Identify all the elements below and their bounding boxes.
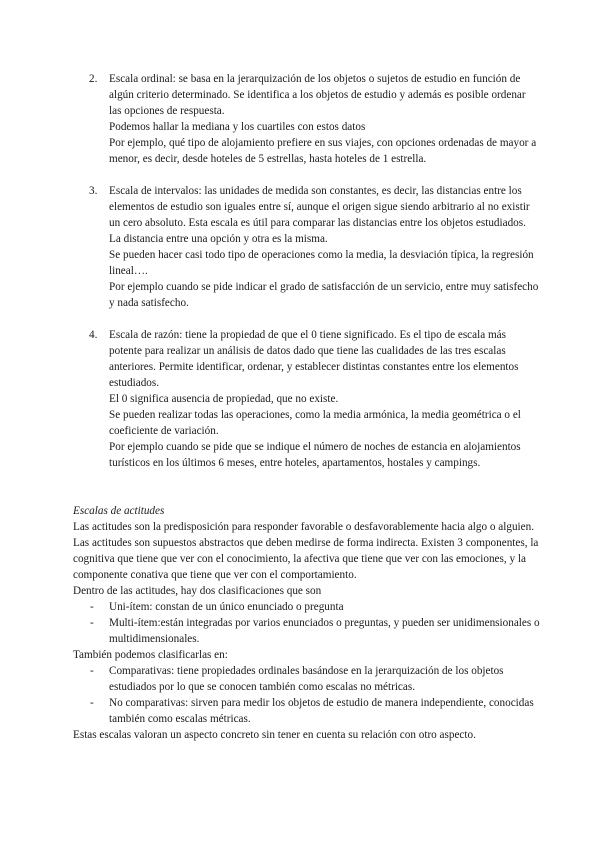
attitude-scales-section (73, 503, 543, 743)
dash-bullet: - (90, 697, 94, 709)
paragraph: Escala de intervalos: las unidades de medida son constantes, es decir, las distancias entre los elementos de estudio son iguales entre sí, aunque el origen sigue siendo arbitrario al no existir un cero absoluto. Esta escala es útil para comparar las distancias entre los objetos estudiados. La distancia entre una opción y otra es la misma. (109, 185, 530, 245)
lead-paragraph: También podemos clasificarlas en: (73, 649, 228, 661)
list-item-text: Multi-ítem:están integradas por varios enunciados o preguntas, y pueden ser unidimensionales o multidimensionales. (109, 617, 540, 645)
paragraph: Podemos hallar la mediana y los cuartiles con estos datos (109, 121, 366, 133)
lead-paragraph: Dentro de las actitudes, hay dos clasificaciones que son (73, 585, 322, 597)
paragraph: Por ejemplo, qué tipo de alojamiento prefiere en sus viajes, con opciones ordenadas de mayor a menor, es decir, desde hoteles de 5 estrellas, hasta hoteles de 1 estrella. (109, 137, 537, 165)
paragraph: Escala ordinal: se basa en la jerarquización de los objetos o sujetos de estudio en función de algún criterio determinado. Se identifica a los objetos de estudio y además es posible ordenar las opciones de respuesta. (109, 73, 526, 117)
list-item-text: Uni-ítem: constan de un único enunciado o pregunta (109, 601, 344, 613)
dash-bullet: - (90, 617, 94, 629)
numbered-item-2 (89, 71, 539, 167)
paragraph: Escala de razón: tiene la propiedad de que el 0 tiene significado. Es el tipo de escala más potente para realizar un análisis de datos dado que tiene las cualidades de las tres escalas anteriores. Permite identificar, ordenar, y establecer distintas constantes entre los elementos estudiados. (109, 329, 519, 389)
closing-paragraph: Estas escalas valoran un aspecto concreto sin tener en cuenta su relación con otro aspecto. (73, 729, 476, 741)
list-item (73, 663, 543, 695)
paragraph: Se pueden realizar todas las operaciones, como la media armónica, la media geométrica o el coeficiente de variación. (109, 409, 521, 437)
dash-bullet: - (90, 665, 94, 677)
list-item-text: Comparativas: tiene propiedades ordinales basándose en la jerarquización de los objetos estudiados por lo que se conocen también como escalas no métricas. (109, 665, 504, 693)
paragraph: Por ejemplo cuando se pide indicar el grado de satisfacción de un servicio, entre muy satisfecho y nada satisfecho. (109, 281, 539, 309)
section-heading: Escalas de actitudes (73, 505, 165, 517)
paragraph: Se pueden hacer casi todo tipo de operaciones como la media, la desviación típica, la regresión lineal…. (109, 249, 534, 277)
list-number: 2. (89, 73, 98, 85)
list-item (73, 695, 543, 727)
list-number: 4. (89, 329, 98, 341)
paragraph: Por ejemplo cuando se pide que se indique el número de noches de estancia en alojamientos turísticos en los últimos 6 meses, entre hoteles, apartamentos, hostales y campings. (109, 441, 521, 469)
comparative-list (73, 663, 543, 727)
numbered-item-4 (89, 327, 539, 471)
list-item-text: No comparativas: sirven para medir los objetos de estudio de manera independiente, conocidas también como escalas métricas. (109, 697, 534, 725)
list-item (73, 615, 543, 647)
dash-bullet: - (90, 601, 94, 613)
list-number: 3. (89, 185, 98, 197)
classification-list (73, 599, 543, 647)
list-item (73, 599, 543, 615)
paragraph: El 0 significa ausencia de propiedad, que no existe. (109, 393, 339, 405)
section-intro: Las actitudes son la predisposición para responder favorable o desfavorablemente hacia algo o alguien. Las actitudes son supuestos abstractos que deben medirse de forma indirecta. Existen 3 componentes, la cognitiva que tiene que ver con el conocimiento, la afectiva que tiene que ver con las emociones, y la componente conativa que tiene que ver con el comportamiento. (73, 521, 539, 581)
numbered-item-3 (89, 183, 539, 311)
